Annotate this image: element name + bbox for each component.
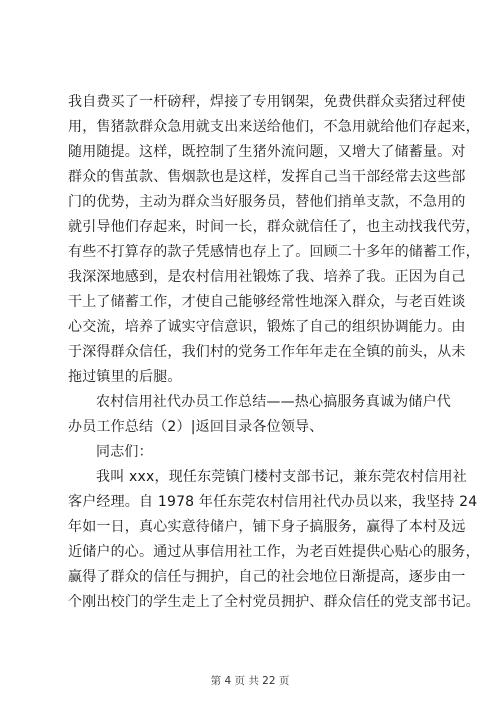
paragraph-line: 客户经理。自 1978 年任东莞农村信用社代办员以来，我坚持 24: [68, 494, 478, 510]
body-text: [68, 90, 480, 615]
paragraph-line: 群众的售茧款、售烟款也是这样，发挥自己当干部经常去这些部: [68, 169, 466, 185]
paragraph-line: 近储户的心。通过从事信用社工作，为老百姓提供心贴心的服务，: [68, 544, 480, 560]
paragraph-line: 个刚出校门的学生走上了全村党员拥护、群众信任的党支部书记。: [68, 594, 480, 610]
paragraph-line: 我叫 xxx，现任东莞镇门楼村支部书记，兼东莞农村信用社: [96, 469, 467, 485]
paragraph-line: 心交流，培养了诚实守信意识，锻炼了自己的组织协调能力。由: [68, 319, 466, 335]
paragraph-line: 我深深地感到，是农村信用社锻炼了我、培养了我。正因为自己: [68, 269, 466, 285]
page-footer: 第 4 页 共 22 页: [210, 675, 290, 687]
paragraph-line: 我自费买了一杆磅秤，焊接了专用钢架，免费供群众卖猪过秤使: [68, 94, 466, 110]
paragraph-line: 干上了储蓄工作，才使自己能够经常性地深入群众，与老百姓谈: [68, 294, 466, 310]
paragraph-line: 用，售猪款群众急用就支出来送给他们，不急用就给他们存起来，: [68, 119, 480, 135]
paragraph-line: 拖过镇里的后腿。: [68, 369, 182, 385]
section-heading-line: 农村信用社代办员工作总结——热心搞服务真诚为储户代: [96, 394, 451, 410]
paragraph-line: 有些不打算存的款子凭感情也存上了。回顾二十多年的储蓄工作，: [68, 244, 480, 260]
paragraph-line: 年如一日，真心实意待储户，铺下身子搞服务，赢得了本村及远: [68, 519, 466, 535]
salutation: 同志们：: [96, 444, 153, 460]
section-heading-line: 办员工作总结（2）|返回目录各位领导、: [68, 419, 324, 435]
paragraph-line: 于深得群众信任，我们村的党务工作年年走在全镇的前头，从未: [68, 344, 466, 360]
paragraph-line: 随用随提。这样，既控制了生猪外流问题，又增大了储蓄量。对: [68, 144, 466, 160]
paragraph-line: 赢得了群众的信任与拥护，自己的社会地位日渐提高，逐步由一: [68, 569, 466, 585]
paragraph-line: 门的优势，主动为群众当好服务员，替他们捎单支款，不急用的: [68, 194, 466, 210]
paragraph-line: 就引导他们存起来，时间一长，群众就信任了，也主动找我代劳，: [68, 219, 480, 235]
